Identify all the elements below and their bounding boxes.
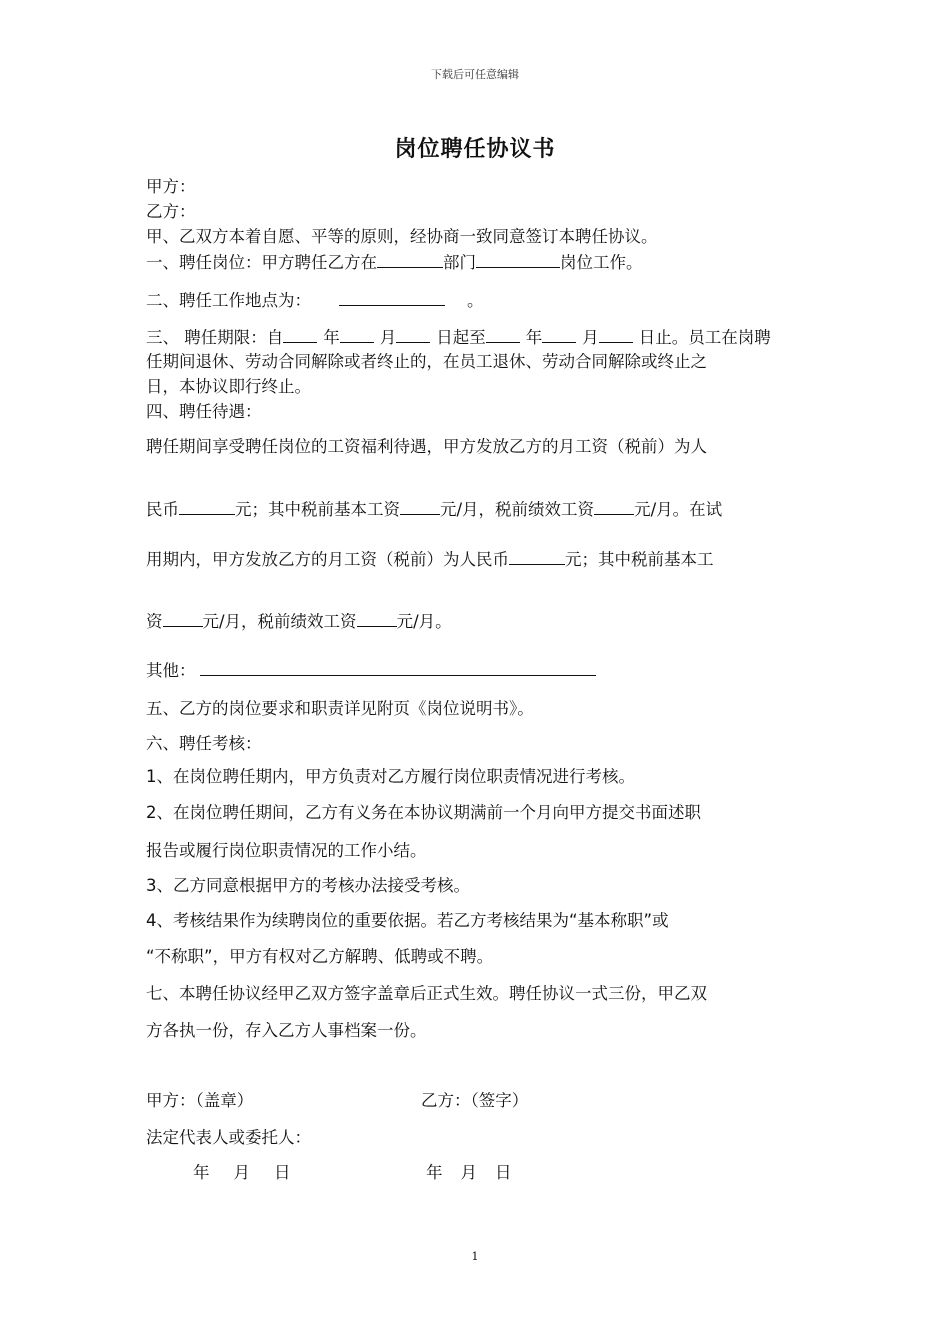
other-blank (200, 659, 596, 676)
year-label: 年 (525, 328, 543, 347)
section-5-line: 五、乙方的岗位要求和职责详见附页《岗位说明书》。 (146, 699, 534, 718)
section-3-term-line-1 (146, 326, 771, 349)
salary-text: 元/月，税前绩效工资 (440, 500, 595, 519)
legal-representative: 法定代表人或委托人： (146, 1128, 311, 1147)
section-3-term-line-2: 任期间退休、劳动合同解除或者终止的，在员工退休、劳动合同解除或终止之 (146, 352, 707, 371)
section-6-item-4b: “不称职”，甲方有权对乙方解聘、低聘或不聘。 (146, 947, 494, 966)
section-4-line-4 (146, 610, 452, 633)
year-label: 年 (426, 1163, 443, 1182)
end-day-blank (599, 326, 633, 343)
section-1-position (146, 251, 643, 274)
probation-performance-blank (357, 610, 397, 627)
salary-text: 元/月。在试 (634, 500, 723, 519)
location-blank (339, 289, 445, 306)
probation-text: 元；其中税前基本工 (565, 550, 714, 569)
probation-text: 元/月。 (396, 612, 452, 631)
year-label: 年 (193, 1163, 210, 1182)
probation-text: 元/月，税前绩效工资 (202, 612, 357, 631)
section-6-item-2b: 报告或履行岗位职责情况的工作小结。 (146, 841, 427, 860)
section-7-line-a: 七、本聘任协议经甲乙双方签字盖章后正式生效。聘任协议一式三份，甲乙双 (146, 984, 707, 1003)
probation-base-blank (163, 610, 203, 627)
section-6-heading: 六、聘任考核： (146, 734, 262, 753)
position-blank (476, 251, 560, 268)
month-label: 月 (460, 1163, 477, 1182)
day-label: 日 (495, 1163, 512, 1182)
section-4-other (146, 659, 596, 682)
start-year-blank (283, 326, 317, 343)
section-2-location (146, 289, 484, 312)
end-year-blank (486, 326, 520, 343)
day-label: 日起至 (436, 328, 486, 347)
signature-party-b: 乙方：（签字） (421, 1091, 529, 1110)
section-3-term-line-3: 日，本协议即行终止。 (146, 377, 311, 396)
start-day-blank (396, 326, 430, 343)
month-label: 月 (379, 328, 397, 347)
section-4-line-2 (146, 498, 722, 521)
year-label: 年 (323, 328, 340, 347)
section-4-line-1: 聘任期间享受聘任岗位的工资福利待遇，甲方发放乙方的月工资（税前）为人 (146, 437, 707, 456)
end-month-blank (542, 326, 576, 343)
performance-salary-blank (594, 498, 634, 515)
probation-salary-blank (509, 548, 565, 565)
party-a-line: 甲方： (146, 177, 196, 196)
term-text: 三、 聘任期限：自 (146, 328, 284, 347)
document-title: 岗位聘任协议书 (394, 137, 556, 162)
salary-text: 民币 (146, 500, 179, 519)
party-b-line: 乙方： (146, 202, 196, 221)
date-party-b (426, 1162, 512, 1184)
other-label: 其他： (146, 661, 196, 680)
date-party-a (193, 1162, 291, 1184)
probation-text: 资 (146, 612, 163, 631)
intro-line: 甲、乙双方本着自愿、平等的原则，经协商一致同意签订本聘任协议。 (146, 227, 658, 246)
month-label: 月 (582, 328, 599, 347)
section-6-item-2a: 2、在岗位聘任期间，乙方有义务在本协议期满前一个月向甲方提交书面述职 (146, 803, 701, 822)
section-2-text-a: 二、聘任工作地点为： (146, 291, 311, 310)
section-1-text-c: 岗位工作。 (560, 253, 643, 272)
section-4-line-3 (146, 548, 714, 571)
day-label: 日 (274, 1163, 291, 1182)
section-2-text-b: 。 (467, 291, 484, 310)
probation-text: 用期内，甲方发放乙方的月工资（税前）为人民币 (146, 550, 509, 569)
section-6-item-1: 1、在岗位聘任期内，甲方负责对乙方履行岗位职责情况进行考核。 (146, 767, 635, 786)
salary-blank (179, 498, 235, 515)
term-text: 日止。员工在岗聘 (638, 328, 771, 347)
section-4-heading: 四、聘任待遇： (146, 402, 262, 421)
page-header: 下载后可任意编辑 (431, 68, 519, 81)
base-salary-blank (400, 498, 440, 515)
section-7-line-b: 方各执一份，存入乙方人事档案一份。 (146, 1021, 427, 1040)
start-month-blank (340, 326, 374, 343)
signature-party-a: 甲方：（盖章） (146, 1091, 254, 1110)
department-blank (377, 251, 443, 268)
month-label: 月 (233, 1163, 250, 1182)
section-6-item-4a: 4、考核结果作为续聘岗位的重要依据。若乙方考核结果为“基本称职”或 (146, 911, 669, 930)
salary-text: 元；其中税前基本工资 (235, 500, 400, 519)
section-6-item-3: 3、乙方同意根据甲方的考核办法接受考核。 (146, 876, 470, 895)
section-1-text-b: 部门 (443, 253, 476, 272)
page-number: 1 (471, 1250, 479, 1263)
section-1-text-a: 一、聘任岗位：甲方聘任乙方在 (146, 253, 377, 272)
